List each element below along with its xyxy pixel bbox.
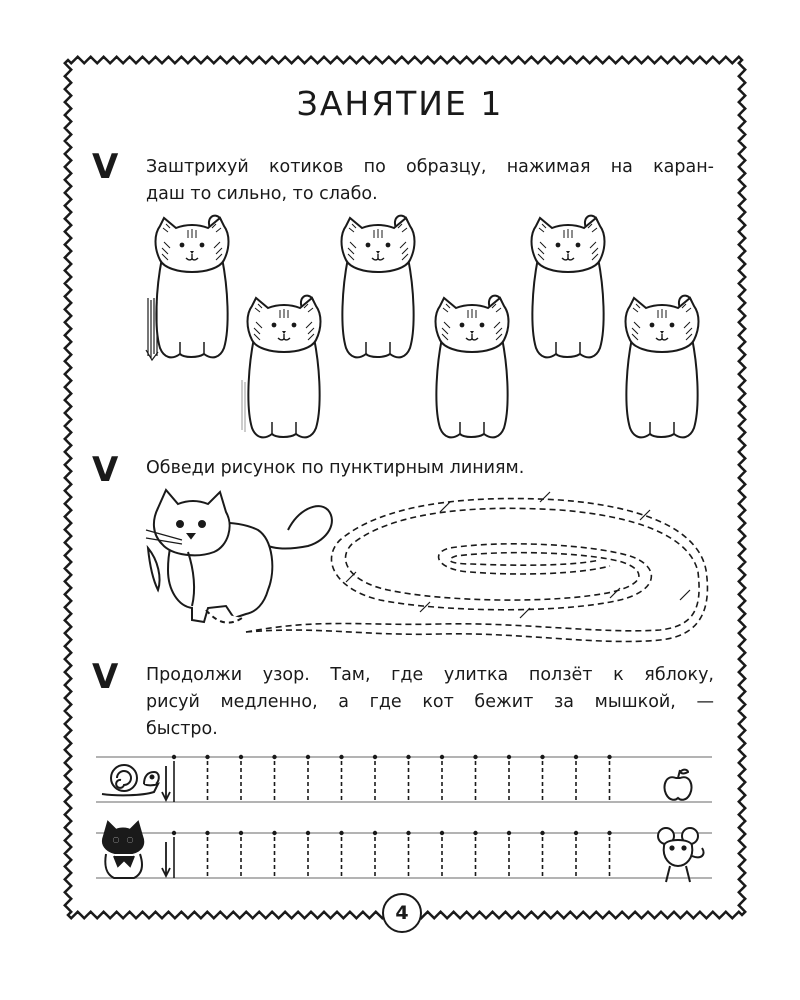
- cat-icon: [342, 216, 415, 358]
- pattern-dot: [373, 831, 377, 835]
- task-2-line-1: Обведи рисунок по пунктирным линиям.: [146, 458, 525, 478]
- pattern-dot: [540, 831, 544, 835]
- pattern-dot: [339, 831, 343, 835]
- cat-icon: [248, 296, 321, 438]
- pattern-dot: [373, 755, 377, 759]
- cat-icon: [626, 296, 699, 438]
- pattern-dot: [440, 831, 444, 835]
- pattern-dot: [205, 755, 209, 759]
- pattern-dot: [306, 755, 310, 759]
- pattern-dot: [239, 831, 243, 835]
- pattern-dot: [507, 755, 511, 759]
- pattern-dot: [440, 755, 444, 759]
- pattern-dot: [239, 755, 243, 759]
- pattern-dot: [272, 755, 276, 759]
- task-3-line-3: быстро.: [146, 719, 218, 739]
- pattern-dot: [574, 831, 578, 835]
- cat-icon: [103, 822, 143, 878]
- pattern-dot: [306, 831, 310, 835]
- pattern-dot: [205, 831, 209, 835]
- task-1-line-2: даш то сильно, то слабо.: [146, 184, 378, 204]
- checkmark-icon: V: [92, 450, 119, 490]
- pattern-dot: [272, 831, 276, 835]
- pattern-dot: [507, 831, 511, 835]
- checkmark-icon: V: [92, 147, 119, 187]
- down-arrow-icon: [162, 842, 170, 876]
- sample-hatching-light: [242, 380, 245, 432]
- cat-icon: [146, 490, 332, 623]
- pattern-dot: [406, 755, 410, 759]
- checkmark-icon: V: [92, 657, 119, 697]
- pattern-dot: [172, 831, 176, 835]
- task-1-line-1: Заштрихуй котиков по образцу, нажимая на каран-: [146, 157, 714, 177]
- mouse-icon: [658, 828, 704, 882]
- pattern-dot: [406, 831, 410, 835]
- down-arrow-icon: [162, 766, 170, 800]
- apple-icon: [664, 770, 691, 800]
- pattern-dot: [607, 831, 611, 835]
- snail-icon: [102, 765, 159, 795]
- pattern-dot: [339, 755, 343, 759]
- fast-pattern-row: [172, 831, 612, 878]
- cat-icon: [156, 216, 229, 358]
- pattern-dot: [607, 755, 611, 759]
- pattern-dot: [473, 755, 477, 759]
- task-3-line-1: Продолжи узор. Там, где улитка ползёт к яблоку,: [146, 665, 714, 685]
- pattern-dot: [473, 831, 477, 835]
- task-3-line-2: рисуй медленно, а где кот бежит за мышкой, —: [146, 692, 714, 712]
- page-number: 4: [382, 893, 422, 933]
- pattern-dot: [172, 755, 176, 759]
- cat-icon: [532, 216, 605, 358]
- cat-icon: [436, 296, 509, 438]
- page-title: ЗАНЯТИЕ 1: [296, 84, 504, 123]
- slow-pattern-row: [172, 755, 612, 802]
- pattern-dot: [540, 755, 544, 759]
- pattern-dot: [574, 755, 578, 759]
- writing-guide-lines: [96, 757, 712, 878]
